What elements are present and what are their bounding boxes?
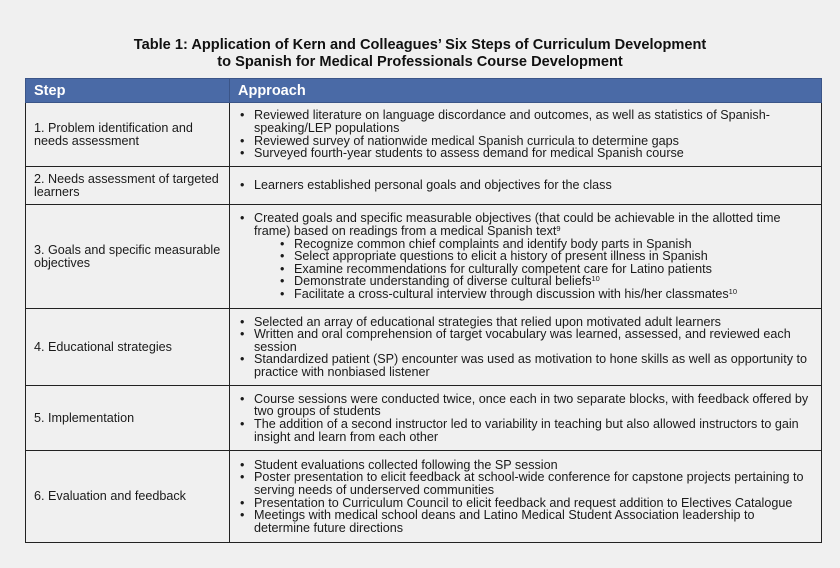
- bullet-item: • Selected an array of educational strategies that relied upon motivated adult learners: [238, 316, 811, 329]
- bullet-item: • Student evaluations collected following the SP session: [238, 459, 811, 472]
- bullet-item: • Standardized patient (SP) encounter was used as motivation to hone skills as well as opportunity to practice with nonbiased listener: [238, 353, 811, 378]
- approach-cell: [230, 309, 822, 386]
- bullet-item: • Written and oral comprehension of target vocabulary was learned, assessed, and reviewed each session: [238, 328, 811, 353]
- step-cell: 1. Problem identification and needs assessment: [26, 103, 230, 167]
- sub-bullet-text: Facilitate a cross-cultural interview through discussion with his/her classmates: [294, 286, 729, 301]
- bullet-item: • Presentation to Curriculum Council to elicit feedback and request addition to Electives Catalogue: [238, 497, 811, 510]
- header-step: Step: [26, 79, 230, 103]
- step-cell: 5. Implementation: [26, 386, 230, 451]
- approach-cell: [230, 167, 822, 205]
- table-row: [26, 386, 822, 451]
- sub-bullet-item: • Select appropriate questions to elicit a history of present illness in Spanish: [278, 250, 811, 263]
- bullet-item: • Course sessions were conducted twice, once each in two separate blocks, with feedback offered by two groups of students: [238, 393, 811, 418]
- bullet-item: • Reviewed literature on language discordance and outcomes, as well as statistics of Spanish-speaking/LEP populations: [238, 109, 811, 134]
- step-cell: 2. Needs assessment of targeted learners: [26, 167, 230, 205]
- bullet-text: Created goals and specific measurable objectives (that could be achievable in the allotted time frame) based on readings from a medical Spanish text: [254, 211, 781, 239]
- table-row: [26, 103, 822, 167]
- table-title: [0, 37, 840, 71]
- table-header-row: [26, 79, 822, 103]
- footnote-ref: 9: [556, 224, 561, 234]
- step-cell: 4. Educational strategies: [26, 309, 230, 386]
- table-title-line-1: Table 1: Application of Kern and Colleagues’ Six Steps of Curriculum Development: [133, 37, 707, 53]
- bullet-item: • Poster presentation to elicit feedback at school-wide conference for capstone projects pertaining to serving needs of underserved communities: [238, 471, 811, 496]
- header-approach: Approach: [230, 79, 822, 103]
- curriculum-table: [25, 78, 822, 543]
- table-row: [26, 451, 822, 543]
- bullet-item: • Surveyed fourth-year students to assess demand for medical Spanish course: [238, 147, 811, 160]
- approach-cell: [230, 386, 822, 451]
- approach-cell: [230, 103, 822, 167]
- footnote-ref: 10: [728, 286, 738, 296]
- table-row: [26, 167, 822, 205]
- table-title-line-2: to Spanish for Medical Professionals Course Development: [217, 54, 623, 70]
- sub-bullet-item: • Recognize common chief complaints and identify body parts in Spanish: [278, 238, 811, 251]
- footnote-ref: 10: [591, 274, 600, 284]
- table-row: [26, 205, 822, 309]
- bullet-item: • Reviewed survey of nationwide medical Spanish curricula to determine gaps: [238, 135, 811, 148]
- approach-cell: [230, 205, 822, 309]
- sub-bullet-text: Demonstrate understanding of diverse cultural beliefs: [294, 274, 592, 289]
- bullet-item: • The addition of a second instructor led to variability in teaching but also allowed instructors to gain insight and learn from each other: [238, 418, 811, 443]
- approach-cell: [230, 451, 822, 543]
- bullet-item: [238, 212, 811, 237]
- step-cell: 3. Goals and specific measurable objectives: [26, 205, 230, 309]
- table-row: [26, 309, 822, 386]
- sub-bullet-item: [278, 288, 811, 301]
- step-cell: 6. Evaluation and feedback: [26, 451, 230, 543]
- sub-bullet-item: • Examine recommendations for culturally competent care for Latino patients: [278, 263, 811, 276]
- bullet-item: • Meetings with medical school deans and Latino Medical Student Association leadership to determine future directions: [238, 509, 811, 534]
- bullet-item: • Learners established personal goals and objectives for the class: [238, 179, 811, 192]
